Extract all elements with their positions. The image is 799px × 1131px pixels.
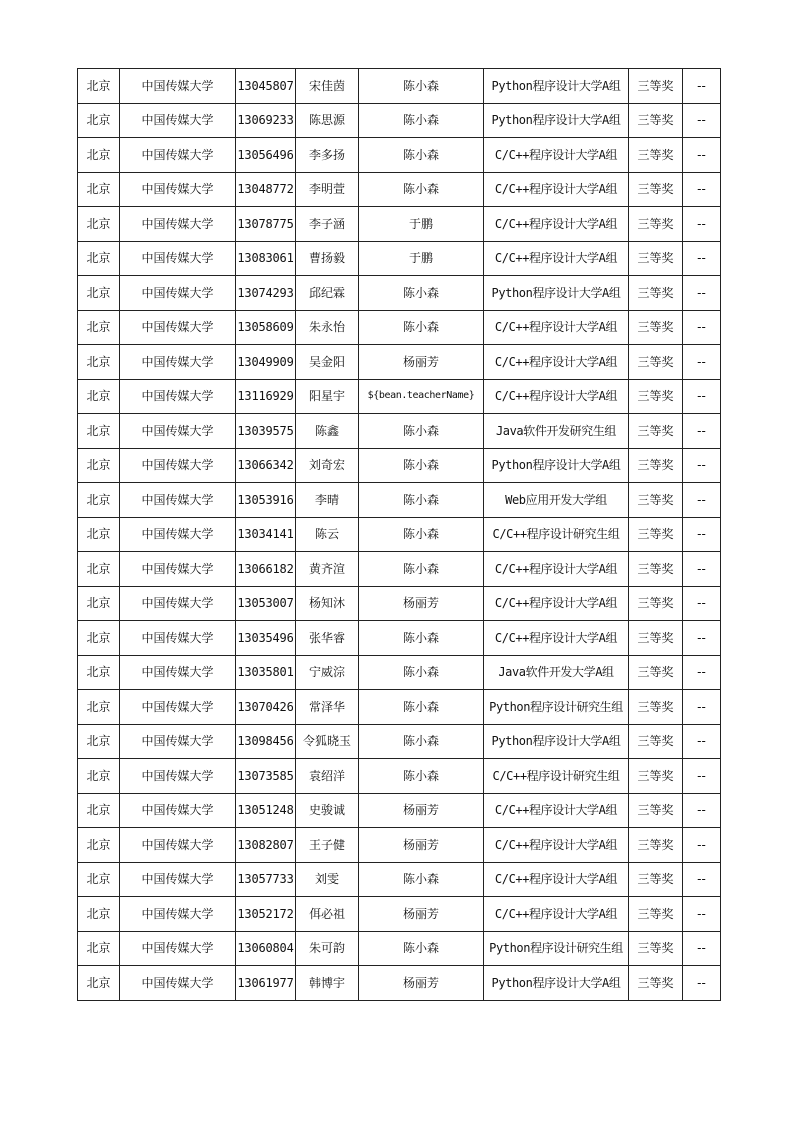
student-name-cell: 宋佳茵 <box>296 69 359 104</box>
teacher-cell: 陈小森 <box>359 103 484 138</box>
teacher-cell: 陈小森 <box>359 655 484 690</box>
school-cell: 中国传媒大学 <box>120 448 236 483</box>
teacher-cell: 杨丽芳 <box>359 966 484 1001</box>
student-name-cell: 曹扬毅 <box>296 241 359 276</box>
extra-cell: -- <box>683 138 721 173</box>
school-cell: 中国传媒大学 <box>120 828 236 863</box>
award-cell: 三等奖 <box>629 414 683 449</box>
award-cell: 三等奖 <box>629 276 683 311</box>
school-cell: 中国传媒大学 <box>120 138 236 173</box>
table-row <box>78 931 721 966</box>
school-cell: 中国传媒大学 <box>120 207 236 242</box>
award-cell: 三等奖 <box>629 448 683 483</box>
school-cell: 中国传媒大学 <box>120 103 236 138</box>
extra-cell: -- <box>683 690 721 725</box>
table-row <box>78 966 721 1001</box>
competition-group-cell: Python程序设计大学A组 <box>484 448 629 483</box>
award-cell: 三等奖 <box>629 931 683 966</box>
award-cell: 三等奖 <box>629 862 683 897</box>
table-row <box>78 276 721 311</box>
school-cell: 中国传媒大学 <box>120 379 236 414</box>
table-row <box>78 241 721 276</box>
competition-group-cell: Python程序设计大学A组 <box>484 103 629 138</box>
region-cell: 北京 <box>78 207 120 242</box>
student-id-cell: 13116929 <box>236 379 296 414</box>
competition-group-cell: C/C++程序设计大学A组 <box>484 172 629 207</box>
extra-cell: -- <box>683 586 721 621</box>
teacher-cell: 杨丽芳 <box>359 897 484 932</box>
region-cell: 北京 <box>78 931 120 966</box>
extra-cell: -- <box>683 207 721 242</box>
extra-cell: -- <box>683 310 721 345</box>
award-cell: 三等奖 <box>629 724 683 759</box>
competition-group-cell: C/C++程序设计大学A组 <box>484 138 629 173</box>
award-cell: 三等奖 <box>629 793 683 828</box>
region-cell: 北京 <box>78 138 120 173</box>
table-row <box>78 345 721 380</box>
student-name-cell: 杨知沐 <box>296 586 359 621</box>
extra-cell: -- <box>683 345 721 380</box>
table-row <box>78 69 721 104</box>
teacher-cell: 陈小森 <box>359 724 484 759</box>
student-id-cell: 13034141 <box>236 517 296 552</box>
competition-group-cell: C/C++程序设计研究生组 <box>484 517 629 552</box>
region-cell: 北京 <box>78 414 120 449</box>
region-cell: 北京 <box>78 966 120 1001</box>
teacher-cell: 陈小森 <box>359 690 484 725</box>
student-name-cell: 李明萱 <box>296 172 359 207</box>
region-cell: 北京 <box>78 483 120 518</box>
region-cell: 北京 <box>78 103 120 138</box>
student-name-cell: 常泽华 <box>296 690 359 725</box>
competition-group-cell: C/C++程序设计大学A组 <box>484 793 629 828</box>
student-name-cell: 朱可韵 <box>296 931 359 966</box>
extra-cell: -- <box>683 931 721 966</box>
table-row <box>78 172 721 207</box>
region-cell: 北京 <box>78 793 120 828</box>
award-cell: 三等奖 <box>629 138 683 173</box>
school-cell: 中国传媒大学 <box>120 793 236 828</box>
award-cell: 三等奖 <box>629 483 683 518</box>
student-id-cell: 13053007 <box>236 586 296 621</box>
extra-cell: -- <box>683 276 721 311</box>
school-cell: 中国传媒大学 <box>120 931 236 966</box>
award-cell: 三等奖 <box>629 207 683 242</box>
extra-cell: -- <box>683 414 721 449</box>
competition-group-cell: C/C++程序设计大学A组 <box>484 621 629 656</box>
student-id-cell: 13056496 <box>236 138 296 173</box>
competition-group-cell: C/C++程序设计大学A组 <box>484 552 629 587</box>
award-cell: 三等奖 <box>629 172 683 207</box>
student-id-cell: 13052172 <box>236 897 296 932</box>
teacher-cell: 陈小森 <box>359 69 484 104</box>
student-id-cell: 13045807 <box>236 69 296 104</box>
teacher-cell: 杨丽芳 <box>359 586 484 621</box>
student-id-cell: 13066342 <box>236 448 296 483</box>
student-name-cell: 袁绍洋 <box>296 759 359 794</box>
student-name-cell: 令狐晓玉 <box>296 724 359 759</box>
region-cell: 北京 <box>78 862 120 897</box>
student-id-cell: 13051248 <box>236 793 296 828</box>
student-id-cell: 13098456 <box>236 724 296 759</box>
region-cell: 北京 <box>78 897 120 932</box>
table-row <box>78 138 721 173</box>
school-cell: 中国传媒大学 <box>120 552 236 587</box>
region-cell: 北京 <box>78 517 120 552</box>
school-cell: 中国传媒大学 <box>120 862 236 897</box>
competition-group-cell: C/C++程序设计大学A组 <box>484 862 629 897</box>
award-cell: 三等奖 <box>629 310 683 345</box>
student-id-cell: 13082807 <box>236 828 296 863</box>
student-name-cell: 佴必祖 <box>296 897 359 932</box>
extra-cell: -- <box>683 552 721 587</box>
competition-group-cell: C/C++程序设计大学A组 <box>484 897 629 932</box>
teacher-cell: 陈小森 <box>359 448 484 483</box>
school-cell: 中国传媒大学 <box>120 69 236 104</box>
teacher-cell: 陈小森 <box>359 276 484 311</box>
teacher-cell: 于鹏 <box>359 241 484 276</box>
competition-group-cell: Web应用开发大学组 <box>484 483 629 518</box>
school-cell: 中国传媒大学 <box>120 310 236 345</box>
table-row <box>78 759 721 794</box>
student-name-cell: 张华睿 <box>296 621 359 656</box>
results-body <box>78 69 721 1001</box>
student-name-cell: 刘雯 <box>296 862 359 897</box>
extra-cell: -- <box>683 172 721 207</box>
region-cell: 北京 <box>78 655 120 690</box>
student-id-cell: 13053916 <box>236 483 296 518</box>
extra-cell: -- <box>683 241 721 276</box>
student-id-cell: 13069233 <box>236 103 296 138</box>
student-id-cell: 13048772 <box>236 172 296 207</box>
competition-group-cell: C/C++程序设计大学A组 <box>484 241 629 276</box>
student-id-cell: 13039575 <box>236 414 296 449</box>
competition-group-cell: C/C++程序设计大学A组 <box>484 310 629 345</box>
student-name-cell: 李子涵 <box>296 207 359 242</box>
extra-cell: -- <box>683 517 721 552</box>
teacher-cell: 陈小森 <box>359 931 484 966</box>
region-cell: 北京 <box>78 448 120 483</box>
table-row <box>78 862 721 897</box>
competition-group-cell: C/C++程序设计大学A组 <box>484 207 629 242</box>
student-name-cell: 陈思源 <box>296 103 359 138</box>
student-id-cell: 13058609 <box>236 310 296 345</box>
competition-group-cell: Python程序设计研究生组 <box>484 931 629 966</box>
school-cell: 中国传媒大学 <box>120 724 236 759</box>
extra-cell: -- <box>683 828 721 863</box>
teacher-cell: 陈小森 <box>359 172 484 207</box>
student-name-cell: 吴金阳 <box>296 345 359 380</box>
results-table <box>77 68 721 1001</box>
table-row <box>78 517 721 552</box>
award-cell: 三等奖 <box>629 345 683 380</box>
region-cell: 北京 <box>78 241 120 276</box>
region-cell: 北京 <box>78 379 120 414</box>
student-name-cell: 邱纪霖 <box>296 276 359 311</box>
school-cell: 中国传媒大学 <box>120 241 236 276</box>
extra-cell: -- <box>683 448 721 483</box>
extra-cell: -- <box>683 966 721 1001</box>
school-cell: 中国传媒大学 <box>120 172 236 207</box>
table-row <box>78 310 721 345</box>
student-name-cell: 李晴 <box>296 483 359 518</box>
teacher-cell: 陈小森 <box>359 414 484 449</box>
table-row <box>78 552 721 587</box>
competition-group-cell: Java软件开发研究生组 <box>484 414 629 449</box>
school-cell: 中国传媒大学 <box>120 414 236 449</box>
award-cell: 三等奖 <box>629 759 683 794</box>
extra-cell: -- <box>683 897 721 932</box>
table-row <box>78 414 721 449</box>
region-cell: 北京 <box>78 310 120 345</box>
extra-cell: -- <box>683 724 721 759</box>
extra-cell: -- <box>683 103 721 138</box>
student-name-cell: 陈云 <box>296 517 359 552</box>
competition-group-cell: Python程序设计大学A组 <box>484 966 629 1001</box>
extra-cell: -- <box>683 621 721 656</box>
competition-group-cell: Java软件开发大学A组 <box>484 655 629 690</box>
student-id-cell: 13060804 <box>236 931 296 966</box>
teacher-cell: 杨丽芳 <box>359 793 484 828</box>
competition-group-cell: C/C++程序设计大学A组 <box>484 828 629 863</box>
teacher-cell: 杨丽芳 <box>359 828 484 863</box>
table-row <box>78 207 721 242</box>
region-cell: 北京 <box>78 172 120 207</box>
student-id-cell: 13073585 <box>236 759 296 794</box>
table-row <box>78 655 721 690</box>
award-cell: 三等奖 <box>629 241 683 276</box>
region-cell: 北京 <box>78 621 120 656</box>
teacher-cell: 陈小森 <box>359 862 484 897</box>
region-cell: 北京 <box>78 724 120 759</box>
award-cell: 三等奖 <box>629 897 683 932</box>
student-name-cell: 宁威淙 <box>296 655 359 690</box>
competition-group-cell: C/C++程序设计大学A组 <box>484 379 629 414</box>
award-cell: 三等奖 <box>629 69 683 104</box>
table-row <box>78 103 721 138</box>
region-cell: 北京 <box>78 828 120 863</box>
competition-group-cell: Python程序设计研究生组 <box>484 690 629 725</box>
region-cell: 北京 <box>78 276 120 311</box>
region-cell: 北京 <box>78 69 120 104</box>
table-row <box>78 690 721 725</box>
teacher-cell: 陈小森 <box>359 552 484 587</box>
award-cell: 三等奖 <box>629 966 683 1001</box>
award-cell: 三等奖 <box>629 621 683 656</box>
school-cell: 中国传媒大学 <box>120 586 236 621</box>
student-name-cell: 史骏诚 <box>296 793 359 828</box>
table-row <box>78 828 721 863</box>
table-row <box>78 586 721 621</box>
award-cell: 三等奖 <box>629 552 683 587</box>
award-cell: 三等奖 <box>629 379 683 414</box>
table-row <box>78 483 721 518</box>
teacher-cell: 于鹏 <box>359 207 484 242</box>
teacher-cell: ${bean.teacherName} <box>359 379 484 414</box>
table-row <box>78 897 721 932</box>
extra-cell: -- <box>683 862 721 897</box>
student-id-cell: 13083061 <box>236 241 296 276</box>
competition-group-cell: C/C++程序设计研究生组 <box>484 759 629 794</box>
teacher-cell: 杨丽芳 <box>359 345 484 380</box>
award-cell: 三等奖 <box>629 586 683 621</box>
school-cell: 中国传媒大学 <box>120 483 236 518</box>
school-cell: 中国传媒大学 <box>120 517 236 552</box>
region-cell: 北京 <box>78 586 120 621</box>
competition-group-cell: Python程序设计大学A组 <box>484 69 629 104</box>
table-row <box>78 724 721 759</box>
teacher-cell: 陈小森 <box>359 621 484 656</box>
region-cell: 北京 <box>78 690 120 725</box>
teacher-cell: 陈小森 <box>359 517 484 552</box>
extra-cell: -- <box>683 759 721 794</box>
award-cell: 三等奖 <box>629 655 683 690</box>
teacher-cell: 陈小森 <box>359 483 484 518</box>
school-cell: 中国传媒大学 <box>120 655 236 690</box>
student-id-cell: 13070426 <box>236 690 296 725</box>
school-cell: 中国传媒大学 <box>120 621 236 656</box>
school-cell: 中国传媒大学 <box>120 276 236 311</box>
competition-group-cell: C/C++程序设计大学A组 <box>484 345 629 380</box>
teacher-cell: 陈小森 <box>359 759 484 794</box>
school-cell: 中国传媒大学 <box>120 759 236 794</box>
extra-cell: -- <box>683 483 721 518</box>
student-id-cell: 13074293 <box>236 276 296 311</box>
table-row <box>78 621 721 656</box>
student-id-cell: 13078775 <box>236 207 296 242</box>
extra-cell: -- <box>683 793 721 828</box>
extra-cell: -- <box>683 69 721 104</box>
award-cell: 三等奖 <box>629 103 683 138</box>
school-cell: 中国传媒大学 <box>120 966 236 1001</box>
school-cell: 中国传媒大学 <box>120 897 236 932</box>
award-cell: 三等奖 <box>629 517 683 552</box>
student-name-cell: 朱永怡 <box>296 310 359 345</box>
table-row <box>78 379 721 414</box>
school-cell: 中国传媒大学 <box>120 690 236 725</box>
extra-cell: -- <box>683 379 721 414</box>
student-id-cell: 13066182 <box>236 552 296 587</box>
table-row <box>78 448 721 483</box>
student-name-cell: 韩博宇 <box>296 966 359 1001</box>
student-id-cell: 13061977 <box>236 966 296 1001</box>
student-name-cell: 陈鑫 <box>296 414 359 449</box>
award-cell: 三等奖 <box>629 690 683 725</box>
student-name-cell: 阳星宇 <box>296 379 359 414</box>
award-cell: 三等奖 <box>629 828 683 863</box>
student-name-cell: 王子健 <box>296 828 359 863</box>
student-name-cell: 刘奇宏 <box>296 448 359 483</box>
teacher-cell: 陈小森 <box>359 138 484 173</box>
student-id-cell: 13035496 <box>236 621 296 656</box>
student-id-cell: 13049909 <box>236 345 296 380</box>
region-cell: 北京 <box>78 552 120 587</box>
region-cell: 北京 <box>78 759 120 794</box>
competition-group-cell: C/C++程序设计大学A组 <box>484 586 629 621</box>
student-id-cell: 13035801 <box>236 655 296 690</box>
teacher-cell: 陈小森 <box>359 310 484 345</box>
student-id-cell: 13057733 <box>236 862 296 897</box>
student-name-cell: 黄齐渲 <box>296 552 359 587</box>
extra-cell: -- <box>683 655 721 690</box>
region-cell: 北京 <box>78 345 120 380</box>
table-row <box>78 793 721 828</box>
school-cell: 中国传媒大学 <box>120 345 236 380</box>
competition-group-cell: Python程序设计大学A组 <box>484 276 629 311</box>
student-name-cell: 李多扬 <box>296 138 359 173</box>
competition-group-cell: Python程序设计大学A组 <box>484 724 629 759</box>
